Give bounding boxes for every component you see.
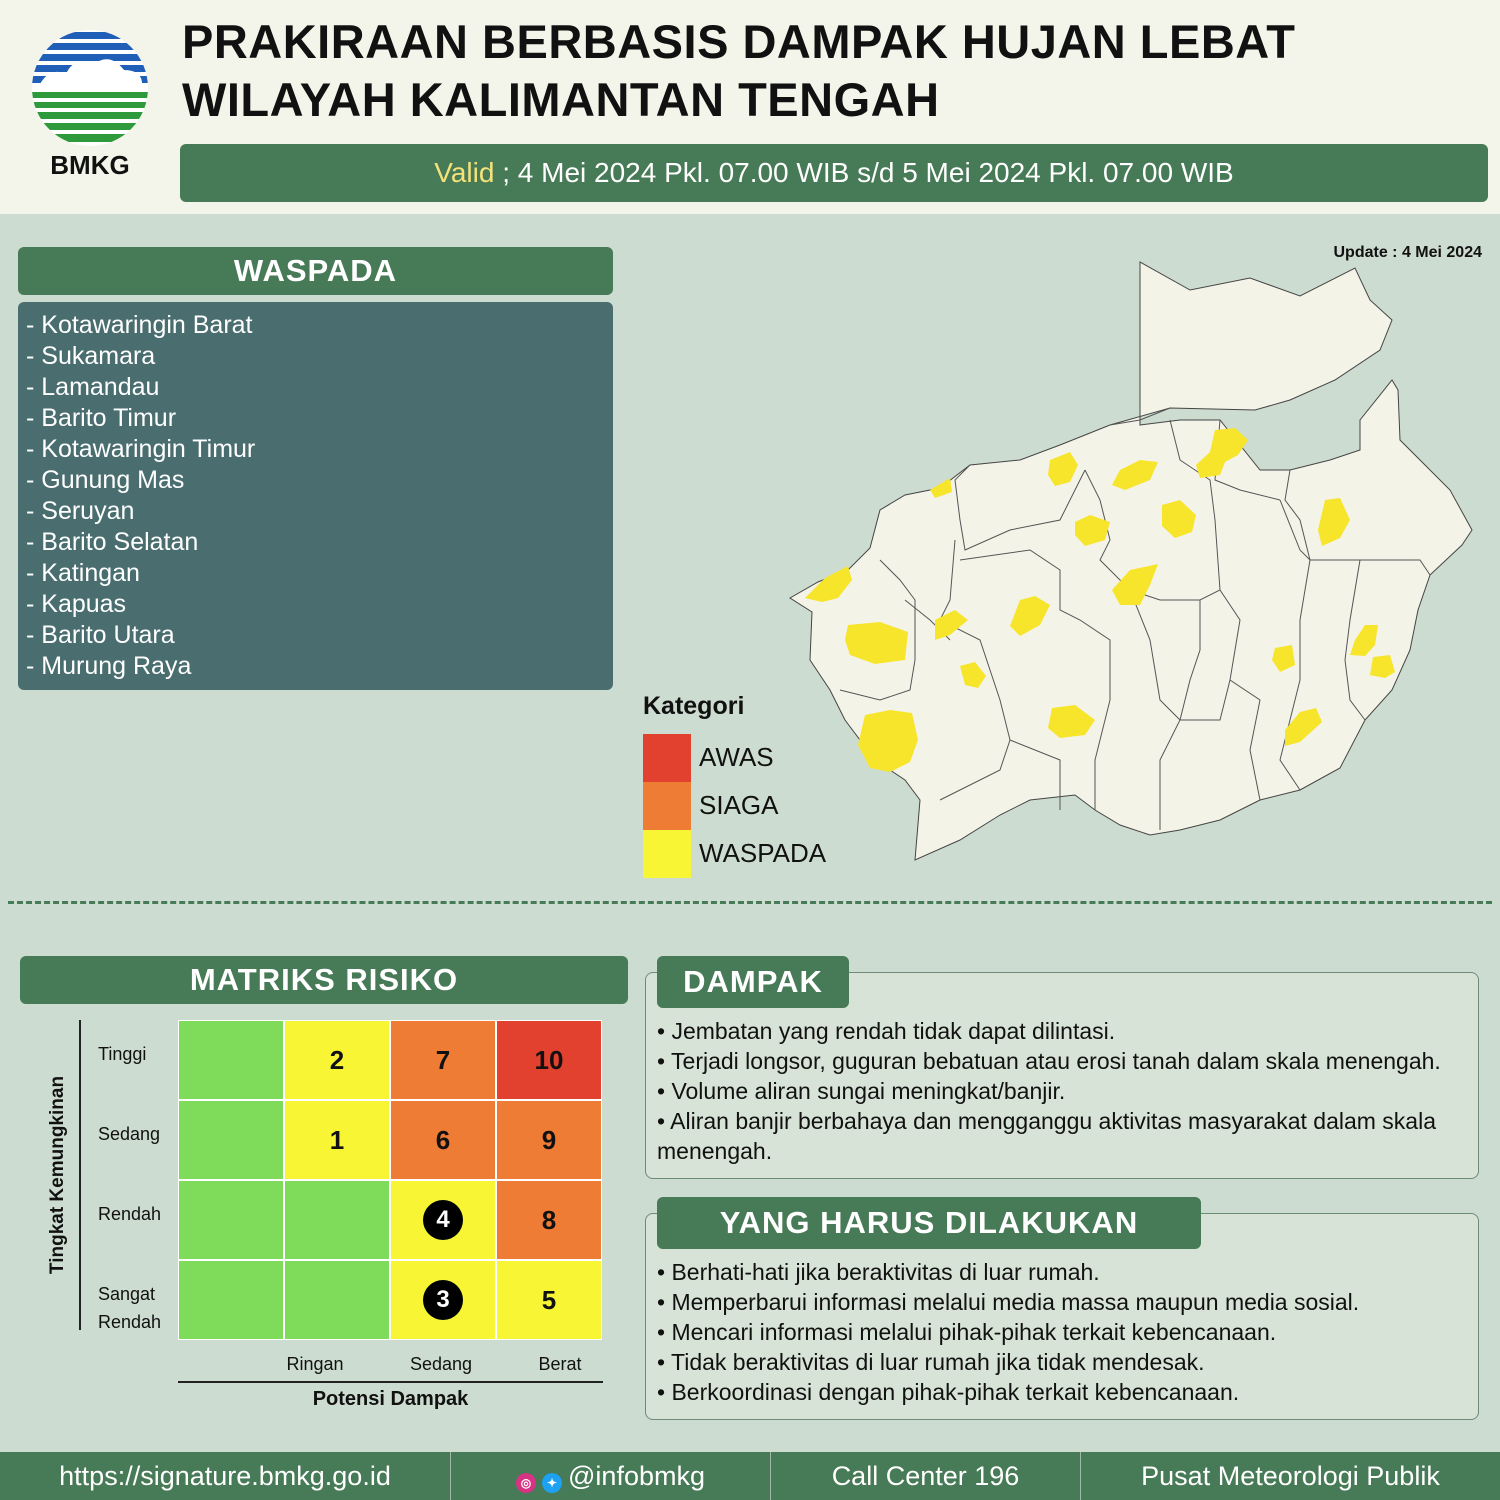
- list-item: - Kapuas: [26, 590, 127, 618]
- list-item: - Murung Raya: [26, 652, 192, 680]
- legend-swatch-awas: [643, 734, 691, 782]
- x-axis-line: [178, 1381, 603, 1383]
- social-handle-text: @infobmkg: [568, 1461, 705, 1491]
- matrix-cell: 2: [284, 1020, 390, 1100]
- row-label-tinggi: [98, 1040, 146, 1068]
- list-item: - Barito Utara: [26, 621, 175, 649]
- twitter-icon: ✦: [542, 1473, 562, 1493]
- row-label-sangat-rendah: [98, 1280, 161, 1336]
- list-item: • Jembatan yang rendah tidak dapat dilintasi.: [657, 1018, 1116, 1044]
- list-item: - Kotawaringin Barat: [26, 311, 253, 339]
- list-item: • Tidak beraktivitas di luar rumah jika tidak mendesak.: [657, 1349, 1205, 1375]
- organization-name: Pusat Meteorologi Publik: [1141, 1461, 1440, 1491]
- highlighted-risk-marker: 4: [423, 1200, 463, 1240]
- bmkg-logo-text: BMKG: [50, 150, 130, 180]
- matrix-cell: 6: [390, 1100, 496, 1180]
- matrix-cell: [178, 1180, 284, 1260]
- row-label-text: Sedang: [98, 1124, 161, 1144]
- matrix-cell: 9: [496, 1100, 602, 1180]
- dampak-heading: DAMPAK: [657, 956, 849, 1008]
- list-item: - Lamandau: [26, 373, 160, 401]
- dilakukan-heading: YANG HARUS DILAKUKAN: [657, 1197, 1201, 1249]
- list-item: - Kotawaringin Timur: [26, 435, 256, 463]
- list-item: • Memperbarui informasi melalui media massa maupun media sosial.: [657, 1289, 1360, 1315]
- list-item: • Aliran banjir berbahaya dan mengganggu aktivitas masyarakat dalam skala menengah.: [657, 1108, 1437, 1164]
- matrix-cell: 10: [496, 1020, 602, 1100]
- valid-period-bar: [180, 144, 1488, 202]
- row-label-text: Sangat: [98, 1284, 156, 1304]
- dampak-list: [657, 1016, 1469, 1166]
- dilakukan-list: [657, 1257, 1469, 1407]
- legend-title: Kategori: [643, 692, 745, 720]
- legend-label-siaga: SIAGA: [699, 790, 779, 820]
- list-item: • Mencari informasi melalui pihak-pihak terkait kebencanaan.: [657, 1319, 1277, 1345]
- valid-label: Valid: [434, 157, 495, 188]
- matrix-cell: [178, 1260, 284, 1340]
- highlighted-risk-marker: 3: [423, 1280, 463, 1320]
- matrix-cell: [284, 1260, 390, 1340]
- row-label-sedang: [98, 1120, 160, 1148]
- website-link[interactable]: https://signature.bmkg.go.id: [59, 1461, 391, 1491]
- page-title-line-2: WILAYAH KALIMANTAN TENGAH: [182, 73, 940, 126]
- col-label-sedang: Sedang: [409, 1354, 473, 1374]
- list-item: • Berhati-hati jika beraktivitas di luar rumah.: [657, 1259, 1100, 1285]
- waspada-region-list: [18, 302, 613, 690]
- list-item: - Barito Timur: [26, 404, 177, 432]
- y-axis-line: [79, 1020, 81, 1330]
- page-title-line-1: PRAKIRAAN BERBASIS DAMPAK HUJAN LEBAT: [182, 15, 1296, 68]
- legend-swatch-waspada: [643, 830, 691, 878]
- matriks-heading: MATRIKS RISIKO: [20, 956, 628, 1004]
- instagram-icon: ◎: [516, 1473, 536, 1493]
- call-center: Call Center 196: [831, 1461, 1020, 1491]
- row-label-rendah: [98, 1200, 161, 1228]
- header: [0, 0, 1500, 214]
- risk-matrix-grid: [178, 1020, 603, 1340]
- matrix-cell: [284, 1180, 390, 1260]
- row-label-text: Tinggi: [98, 1044, 147, 1064]
- list-item: - Seruyan: [26, 497, 135, 525]
- legend-label-waspada: WASPADA: [699, 838, 827, 868]
- list-item: • Terjadi longsor, guguran bebatuan atau erosi tanah dalam skala menengah.: [657, 1048, 1441, 1074]
- legend-swatch-siaga: [643, 782, 691, 830]
- list-item: - Barito Selatan: [26, 528, 199, 556]
- col-label-berat: Berat: [538, 1354, 582, 1374]
- legend-label-awas: AWAS: [699, 742, 774, 772]
- kalimantan-tengah-map: [780, 260, 1480, 880]
- row-label-text: Rendah: [98, 1204, 162, 1224]
- waspada-heading: WASPADA: [18, 247, 613, 295]
- matrix-cell: [390, 1180, 496, 1260]
- x-axis-title: Potensi Dampak: [312, 1388, 469, 1410]
- col-label-ringan: Ringan: [286, 1354, 344, 1374]
- section-divider: [8, 901, 1492, 904]
- footer: [0, 1452, 1500, 1500]
- row-label-text: Rendah: [98, 1312, 162, 1332]
- update-date: Update : 4 Mei 2024: [1333, 244, 1482, 261]
- social-handle[interactable]: [451, 1452, 770, 1500]
- matrix-cell: 8: [496, 1180, 602, 1260]
- list-item: - Sukamara: [26, 342, 156, 370]
- valid-period-text: ; 4 Mei 2024 Pkl. 07.00 WIB s/d 5 Mei 2024 Pkl. 07.00 WIB: [494, 157, 1234, 188]
- matrix-cell: 7: [390, 1020, 496, 1100]
- list-item: • Volume aliran sungai meningkat/banjir.: [657, 1078, 1066, 1104]
- matrix-cell: [390, 1260, 496, 1340]
- list-item: - Katingan: [26, 559, 140, 587]
- y-axis-title: Tingkat Kemungkinan: [47, 1075, 68, 1275]
- matrix-cell: 5: [496, 1260, 602, 1340]
- matrix-cell: [178, 1100, 284, 1180]
- list-item: • Berkoordinasi dengan pihak-pihak terkait kebencanaan.: [657, 1379, 1240, 1405]
- matrix-cell: [178, 1020, 284, 1100]
- list-item: - Gunung Mas: [26, 466, 185, 494]
- matrix-cell: 1: [284, 1100, 390, 1180]
